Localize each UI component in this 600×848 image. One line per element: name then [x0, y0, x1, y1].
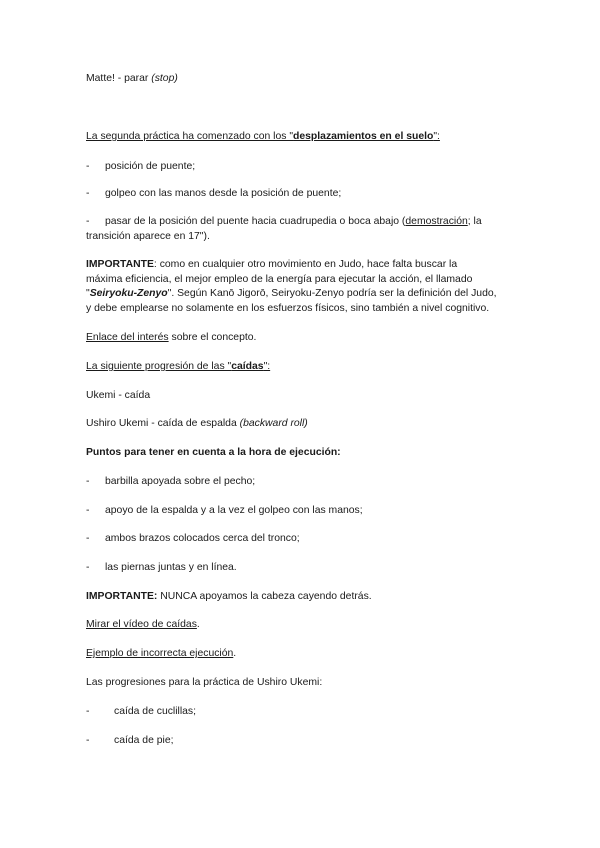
list-item: - apoyo de la espalda y a la vez el golpeo con las manos;: [86, 505, 363, 516]
progressions-heading: Las progresiones para la práctica de Ushiro Ukemi:: [86, 677, 323, 688]
list-item: - caída de cuclillas;: [86, 706, 197, 717]
demonstration-link[interactable]: demostración: [405, 216, 468, 227]
list-item: - las piernas juntas y en línea.: [86, 562, 237, 573]
bullet-marker: -: [86, 216, 90, 227]
bullet-marker: -: [86, 706, 90, 717]
list-item: - golpeo con las manos desde la posición de puente;: [86, 188, 342, 199]
list-item: - caída de pie;: [86, 735, 174, 746]
bullet-marker: -: [86, 161, 90, 172]
list-item: - barbilla apoyada sobre el pecho;: [86, 476, 256, 487]
important-label: IMPORTANTE: [86, 259, 154, 270]
matte-line: [86, 71, 178, 86]
video-line: Mirar el vídeo de caídas.: [86, 619, 200, 630]
bullet-marker: -: [86, 476, 90, 487]
example-link[interactable]: Ejemplo de incorrecta ejecución: [86, 648, 234, 659]
seiryoku-zenyo-term: Seiryoku-Zenyo: [89, 288, 168, 300]
ushiro-gloss: (backward roll): [239, 418, 308, 429]
interest-line: Enlace del interés sobre el concepto.: [86, 332, 257, 343]
section2-heading-bold: caídas: [231, 361, 264, 372]
list-item: - ambos brazos colocados cerca del tronco;: [86, 533, 300, 544]
bullet-marker: -: [86, 505, 90, 516]
important-warning: IMPORTANTE: NUNCA apoyamos la cabeza cayendo detrás.: [86, 591, 372, 602]
bullet-marker: -: [86, 533, 90, 544]
section1-heading-bold: desplazamientos en el suelo: [293, 131, 434, 142]
list-item: - posición de puente;: [86, 161, 196, 172]
interest-link[interactable]: Enlace del interés: [86, 332, 169, 343]
ukemi-line: Ukemi - caída: [86, 390, 151, 401]
matte-term: Matte! - parar: [86, 73, 152, 84]
ushiro-line: Ushiro Ukemi - caída de espalda (backward roll): [86, 418, 308, 429]
points-heading: Puntos para tener en cuenta a la hora de ejecución:: [86, 447, 341, 458]
matte-gloss: (stop): [151, 73, 178, 84]
video-link[interactable]: Mirar el vídeo de caídas: [86, 619, 197, 630]
bullet-marker: -: [86, 562, 90, 573]
important-warning-label: IMPORTANTE:: [86, 591, 158, 602]
example-line: Ejemplo de incorrecta ejecución.: [86, 648, 237, 659]
section2-heading: La siguiente progresión de las "caídas":: [86, 361, 271, 372]
section1-heading: La segunda práctica ha comenzado con los "desplazamientos en el suelo":: [86, 131, 440, 142]
bullet-marker: -: [86, 735, 90, 746]
important-paragraph: IMPORTANTE: como en cualquier otro movimiento en Judo, hace falta buscar la máxima eficiencia, el mejor empleo de la energía para ejecutar la acción, el llamado "Seiryoku-Zenyo". Según Kanō Jigorō, Seiryoku-Zenyo podría ser la definición del Judo, y debe emplearse no solamente en los esfuerzos físicos, sino también a nivel cognitivo.: [86, 259, 497, 314]
bullet-marker: -: [86, 188, 90, 199]
list-item-transition: - pasar de la posición del puente hacia cuadrupedia o boca abajo (demostración; la transición aparece en 17").: [86, 216, 482, 242]
